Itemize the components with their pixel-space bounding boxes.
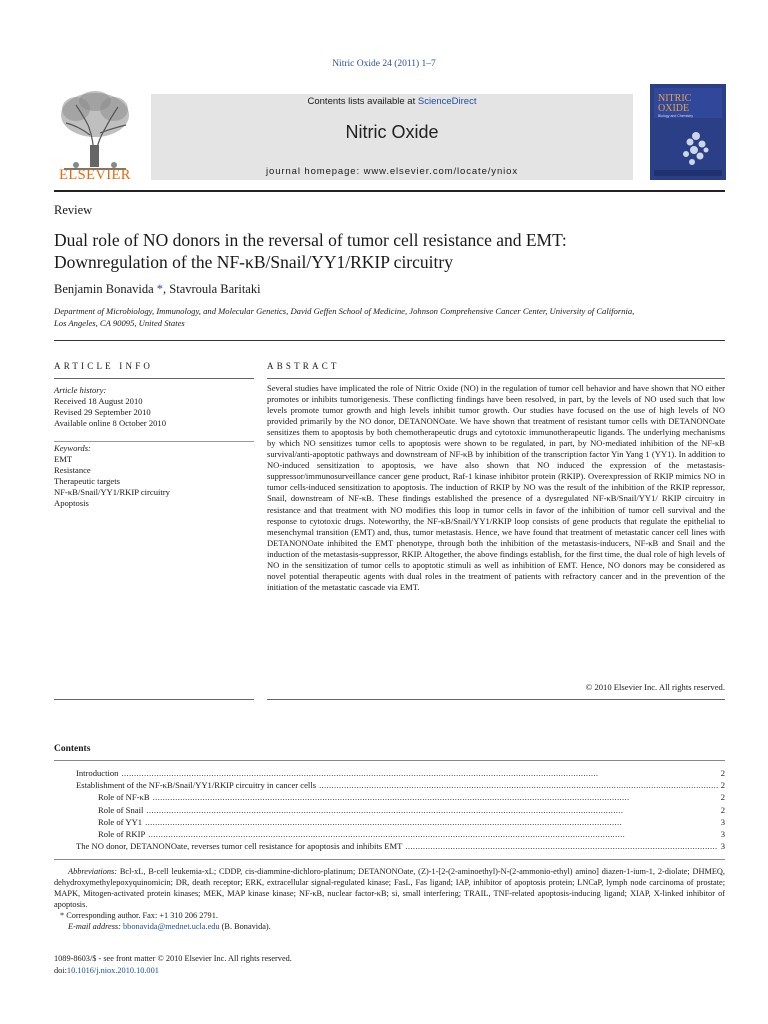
toc-subentry[interactable] [54, 817, 725, 829]
journal-title: Nitric Oxide [345, 122, 439, 142]
abstract-divider [267, 378, 725, 379]
sciencedirect-link[interactable]: ScienceDirect [417, 96, 477, 107]
toc-entry[interactable] [54, 780, 725, 792]
article-info-heading: ARTICLE INFO [54, 361, 154, 371]
abbreviations-footnote [54, 866, 725, 910]
toc-subentry[interactable] [54, 829, 725, 841]
article-info [54, 385, 254, 509]
issn-line: 1089-8603/$ - see front matter © 2010 Elsevier Inc. All rights reserved. [54, 954, 292, 963]
keyword: Apoptosis [54, 498, 89, 508]
author-name: Benjamin Bonavida [54, 282, 154, 296]
abbreviations-label: Abbreviations: [68, 867, 118, 876]
keyword: Therapeutic targets [54, 476, 120, 486]
keyword: Resistance [54, 465, 91, 475]
keywords-divider [54, 441, 254, 442]
doi-line [54, 965, 292, 977]
journal-homepage[interactable]: journal homepage: www.elsevier.com/locate/yniox [266, 166, 518, 177]
doi-prefix: doi: [54, 965, 67, 975]
cover-subtitle: Biology and Chemistry [658, 114, 694, 118]
front-matter [54, 953, 292, 976]
toc-entry-page: 3 [720, 828, 725, 839]
abstract-text: Several studies have implicated the role of Nitric Oxide (NO) in the regulation of tumor cell behavior and have shown that NO either promotes or inhibits tumorigenesis. These conflicting findings have been resolved, in part, by the levels of NO used such that low levels promote tumor growth and high levels inhibit tumor growth. Our studies have focused on the use of high levels of NO provided primarily by the NO donor, DETANONOate. We have shown that treatment of resistant tumor cells with DETANONOate sensitizes them to apoptosis by both chemotherapeutic drugs and cytotoxic immunotherapeutic ligands. The underlying mechanisms by which NO sensitizes tumor cells to apoptosis were shown to be regulated, in part, by NO-mediated inhibition of the NF-κB survival/anti-apoptotic pathways and downstream of NF-κB by inhibition of the transcription factor Yin Yang 1 (YY1). In addition to NO-induced sensitization to apoptosis, we have also shown that NO induced the expression of the metastasis-suppressor/immunosurveillance cancer gene product, Raf-1 kinase inhibitor protein (RKIP). Overexpression of RKIP mimics NO in tumor cells-induced sensitization to apoptosis. The induction of RKIP by NO was the result of the inhibition of the RKIP repressor, Snail, downstream of NF-κB. These findings established the presence of a dysregulated NF-κB/Snail/YY1/ RKIP circuitry in resistance and that treatment with NO modifies this loop in tumor cells in favor of the inhibition of tumor cell survival and the response to cytotoxic drugs. Noteworthy, the NF-κB/Snail/YY1/RKIP loop consists of gene products that regulate the epithelial to mesenchymal transition (EMT) and, thus, tumor metastasis. Hence, we have found that treatment of metastatic cancer cell lines with DETANONOate inhibited the EMT phenotype, through both the inhibition of the metastasis-inducers, NF-κB and Snail and the induction of the metastasis-suppressor, RKIP. Altogether, the above findings establish, for the first time, the dual role of high levels of NO in the sensitization of tumor cells to apoptotic stimuli as well as inhibition of EMT. Hence, NO donors may be considered as novel potential therapeutic agents with dual roles in the treatment of patients with refractory cancer and in the prevention of the initiation of the metastatic cascade via EMT. [267, 383, 725, 592]
toc-leader [148, 829, 717, 839]
header-divider [54, 190, 725, 192]
table-of-contents [54, 768, 725, 853]
toc-entry[interactable] [54, 841, 725, 853]
author-list [54, 282, 261, 297]
email-suffix: (B. Bonavida). [219, 922, 271, 931]
abstract-heading: ABSTRACT [267, 361, 340, 371]
toc-entry-title: Role of YY1 [98, 816, 143, 827]
affiliation-line2: Los Angeles, CA 90095, United States [54, 318, 185, 328]
toc-entry-page: 2 [720, 792, 725, 803]
toc-subentry[interactable] [54, 805, 725, 817]
toc-entry-title: The NO donor, DETANONOate, reverses tumor cell resistance for apoptosis and inhibits EMT [76, 841, 403, 852]
journal-cover-image[interactable] [650, 84, 726, 180]
keyword: NF-κB/Snail/YY1/RKIP circuitry [54, 487, 170, 497]
toc-leader [145, 817, 718, 827]
author-email-link[interactable]: bbonavida@mednet.ucla.edu [123, 922, 220, 931]
toc-entry-page: 3 [720, 816, 725, 827]
cover-title-line1: NITRIC [658, 93, 692, 104]
contents-top-divider [54, 760, 725, 761]
section-divider [54, 340, 725, 341]
doi-link[interactable]: 10.1016/j.niox.2010.10.001 [66, 965, 159, 975]
article-title-line1: Dual role of NO donors in the reversal of tumor cell resistance and EMT: [54, 230, 567, 250]
article-title-line2: Downregulation of the NF-κB/Snail/YY1/RKIP circuitry [54, 252, 453, 272]
journal-reference[interactable]: Nitric Oxide 24 (2011) 1–7 [332, 59, 436, 69]
article-title [54, 229, 734, 273]
abstract-bottom-divider [267, 699, 725, 700]
article-info-bottom-divider [54, 699, 254, 700]
publisher-wordmark: ELSEVIER [59, 167, 131, 183]
received-date: Received 18 August 2010 [54, 396, 143, 406]
corresponding-author-note: * Corresponding author. Fax: +1 310 206 2791. [60, 911, 218, 920]
revised-date: Revised 29 September 2010 [54, 407, 151, 417]
corresponding-author-marker[interactable]: * [153, 282, 164, 296]
toc-subentry[interactable] [54, 792, 725, 804]
keywords-label: Keywords: [54, 443, 91, 453]
article-type: Review [54, 203, 93, 217]
contents-heading: Contents [54, 744, 91, 754]
contents-available-text: Contents lists available at [307, 96, 418, 107]
toc-leader [405, 841, 717, 851]
available-date: Available online 8 October 2010 [54, 418, 167, 428]
affiliation [54, 305, 724, 329]
keyword: EMT [54, 454, 73, 464]
abstract-copyright: © 2010 Elsevier Inc. All rights reserved. [585, 682, 725, 692]
toc-entry-title: Role of Snail [98, 804, 144, 815]
toc-entry-page: 2 [720, 780, 725, 791]
email-label: E-mail address: [68, 922, 121, 931]
toc-leader [319, 780, 718, 790]
toc-leader [153, 792, 718, 802]
toc-leader [146, 805, 717, 815]
toc-entry-page: 2 [720, 768, 725, 778]
toc-entry-title: Establishment of the NF-κB/Snail/YY1/RKIP circuitry in cancer cells [76, 780, 317, 791]
footnotes [54, 866, 725, 932]
history-label: Article history: [54, 385, 107, 395]
abbreviations-text: Bcl-xL, B-cell leukemia-xL; CDDP, cis-diammine-dichloro-platinum; DETANONOate, (Z)-1-[2-(2-aminoethyl)-N-(2-ammonio-ethyl) amino] diazen-1-ium-1, 2-diolate; DHMEQ, dehydroxymethylepoxyquinomicin; DR, death receptor; ERK, extracellular signal-regulated kinase; FasL, Fas ligand; IAP, inhibitor of apoptosis protein; LNCaP, lymph node carcinoma of prostate; MAPK, Mitogen-activated protein kinases; MEK, MAP kinase kinase; NF-κB, nuclear factor-κB; si, small interfering; TRAIL, TNF-related apoptosis-inducing ligand; XIAP, X-linked inhibitor of apoptosis. [54, 867, 725, 909]
toc-entry[interactable] [54, 768, 725, 780]
email-note [54, 921, 725, 932]
toc-entry-page: 3 [720, 841, 725, 852]
author-name: , Stavroula Baritaki [163, 282, 261, 296]
article-info-divider [54, 378, 254, 379]
journal-cover-art-icon [650, 84, 726, 180]
contents-bottom-divider [54, 859, 725, 860]
toc-entry-title: Role of NF-κB [98, 792, 150, 803]
contents-available-line [151, 96, 633, 107]
affiliation-line1: Department of Microbiology, Immunology, and Molecular Genetics, David Geffen School of Medicine, Johnson Comprehensive Cancer Center, University of California, [54, 306, 635, 316]
toc-entry-page: 2 [720, 804, 725, 815]
cover-title-line2: OXIDE [658, 103, 690, 114]
toc-leader [121, 768, 717, 778]
toc-entry-title: Introduction [76, 768, 119, 778]
toc-entry-title: Role of RKIP [98, 828, 146, 839]
